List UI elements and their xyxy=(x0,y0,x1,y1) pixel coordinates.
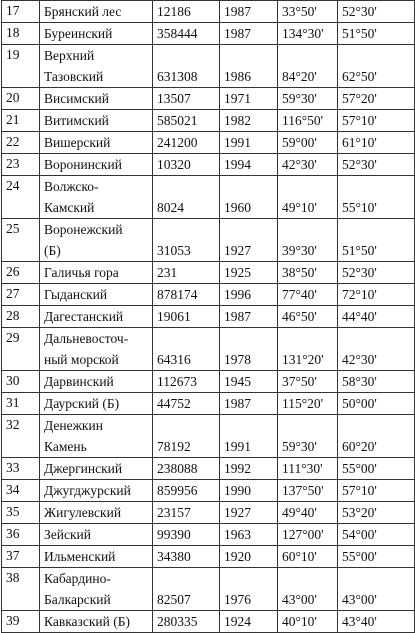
reserve-name-cell xyxy=(40,328,153,371)
longitude-cell: 77°40' xyxy=(278,284,338,306)
year-cell: 1976 xyxy=(220,568,278,611)
reserve-name-line: Верхний xyxy=(44,48,95,63)
reserve-name-cell xyxy=(40,306,153,328)
table-row xyxy=(2,371,415,393)
table-row xyxy=(2,176,415,219)
reserve-name-line: Дальневосточ- xyxy=(44,331,129,346)
latitude-cell: 57°20' xyxy=(338,88,415,110)
longitude-cell: 111°30' xyxy=(278,458,338,480)
row-number-cell: 34 xyxy=(2,480,40,502)
area-cell: 64316 xyxy=(153,328,220,371)
reserve-name-line: Гыданский xyxy=(44,287,108,302)
reserve-name-line: Даурский (Б) xyxy=(44,396,120,411)
reserve-name-cell xyxy=(40,110,153,132)
reserve-name-line: Тазовский xyxy=(44,69,104,84)
reserves-table xyxy=(1,0,415,633)
row-number-cell: 37 xyxy=(2,546,40,568)
reserve-name-line: Галичья гора xyxy=(44,265,119,280)
table-row xyxy=(2,546,415,568)
row-number-cell: 18 xyxy=(2,23,40,45)
longitude-cell: 131°20' xyxy=(278,328,338,371)
area-cell: 859956 xyxy=(153,480,220,502)
year-cell: 1987 xyxy=(220,23,278,45)
table-row xyxy=(2,393,415,415)
latitude-cell: 52°30' xyxy=(338,154,415,176)
latitude-cell: 51°50' xyxy=(338,23,415,45)
reserve-name-line: Дагестанский xyxy=(44,309,124,324)
reserve-name-cell xyxy=(40,611,153,633)
row-number-cell: 21 xyxy=(2,110,40,132)
year-cell: 1987 xyxy=(220,306,278,328)
area-cell: 238088 xyxy=(153,458,220,480)
table-row xyxy=(2,1,415,23)
year-cell: 1963 xyxy=(220,524,278,546)
table-row xyxy=(2,480,415,502)
area-cell: 112673 xyxy=(153,371,220,393)
longitude-cell: 39°30' xyxy=(278,219,338,262)
reserve-name-line: Камень xyxy=(44,439,87,454)
latitude-cell: 57°10' xyxy=(338,480,415,502)
reserve-name-line: Камский xyxy=(44,200,95,215)
reserve-name-cell xyxy=(40,480,153,502)
table-row xyxy=(2,502,415,524)
reserve-name-line: Жигулевский xyxy=(44,505,122,520)
reserve-name-cell xyxy=(40,154,153,176)
longitude-cell: 115°20' xyxy=(278,393,338,415)
longitude-cell: 59°30' xyxy=(278,88,338,110)
row-number-cell: 17 xyxy=(2,1,40,23)
row-number-cell: 26 xyxy=(2,262,40,284)
area-cell: 78192 xyxy=(153,415,220,458)
row-number-cell: 25 xyxy=(2,219,40,262)
year-cell: 1990 xyxy=(220,480,278,502)
reserve-name-cell xyxy=(40,1,153,23)
reserve-name-cell xyxy=(40,458,153,480)
reserve-name-line: Вишерский xyxy=(44,135,111,150)
area-cell: 12186 xyxy=(153,1,220,23)
latitude-cell: 55°10' xyxy=(338,176,415,219)
area-cell: 99390 xyxy=(153,524,220,546)
year-cell: 1987 xyxy=(220,393,278,415)
reserve-name-cell xyxy=(40,45,153,88)
row-number-cell: 30 xyxy=(2,371,40,393)
year-cell: 1978 xyxy=(220,328,278,371)
latitude-cell: 72°10' xyxy=(338,284,415,306)
year-cell: 1986 xyxy=(220,45,278,88)
longitude-cell: 33°50' xyxy=(278,1,338,23)
area-cell: 280335 xyxy=(153,611,220,633)
area-cell: 44752 xyxy=(153,393,220,415)
year-cell: 1982 xyxy=(220,110,278,132)
area-cell: 8024 xyxy=(153,176,220,219)
reserve-name-cell xyxy=(40,568,153,611)
year-cell: 1924 xyxy=(220,611,278,633)
table-row xyxy=(2,306,415,328)
reserve-name-line: Джергинский xyxy=(44,461,123,476)
reserve-name-cell xyxy=(40,524,153,546)
area-cell: 31053 xyxy=(153,219,220,262)
table-row xyxy=(2,23,415,45)
longitude-cell: 137°50' xyxy=(278,480,338,502)
row-number-cell: 33 xyxy=(2,458,40,480)
area-cell: 358444 xyxy=(153,23,220,45)
area-cell: 13507 xyxy=(153,88,220,110)
row-number-cell: 38 xyxy=(2,568,40,611)
row-number-cell: 23 xyxy=(2,154,40,176)
reserve-name-cell xyxy=(40,284,153,306)
reserve-name-line: Зейский xyxy=(44,527,91,542)
reserve-name-line: Балкарский xyxy=(44,592,111,607)
area-cell: 585021 xyxy=(153,110,220,132)
table-row xyxy=(2,154,415,176)
table-body xyxy=(2,1,415,633)
latitude-cell: 52°30' xyxy=(338,1,415,23)
reserve-name-line: (Б) xyxy=(44,243,61,258)
row-number-cell: 29 xyxy=(2,328,40,371)
latitude-cell: 50°00' xyxy=(338,393,415,415)
row-number-cell: 35 xyxy=(2,502,40,524)
row-number-cell: 27 xyxy=(2,284,40,306)
latitude-cell: 58°30' xyxy=(338,371,415,393)
reserve-name-line: Воронежский xyxy=(44,222,123,237)
reserve-name-line: Брянский лес xyxy=(44,4,122,19)
longitude-cell: 42°30' xyxy=(278,154,338,176)
longitude-cell: 38°50' xyxy=(278,262,338,284)
latitude-cell: 51°50' xyxy=(338,219,415,262)
reserve-name-cell xyxy=(40,502,153,524)
row-number-cell: 36 xyxy=(2,524,40,546)
table-row xyxy=(2,262,415,284)
latitude-cell: 53°20' xyxy=(338,502,415,524)
area-cell: 34380 xyxy=(153,546,220,568)
reserve-name-cell xyxy=(40,176,153,219)
area-cell: 23157 xyxy=(153,502,220,524)
longitude-cell: 116°50' xyxy=(278,110,338,132)
latitude-cell: 43°00' xyxy=(338,568,415,611)
row-number-cell: 31 xyxy=(2,393,40,415)
table-row xyxy=(2,45,415,88)
reserve-name-cell xyxy=(40,132,153,154)
reserve-name-line: Буреинский xyxy=(44,26,113,41)
year-cell: 1971 xyxy=(220,88,278,110)
reserve-name-line: Кабардино- xyxy=(44,571,111,586)
year-cell: 1927 xyxy=(220,219,278,262)
longitude-cell: 49°10' xyxy=(278,176,338,219)
year-cell: 1925 xyxy=(220,262,278,284)
year-cell: 1945 xyxy=(220,371,278,393)
reserve-name-line: Денежкин xyxy=(44,418,103,433)
table-row xyxy=(2,219,415,262)
reserve-name-line: Джугджурский xyxy=(44,483,131,498)
longitude-cell: 134°30' xyxy=(278,23,338,45)
area-cell: 631308 xyxy=(153,45,220,88)
row-number-cell: 20 xyxy=(2,88,40,110)
longitude-cell: 60°10' xyxy=(278,546,338,568)
latitude-cell: 55°00' xyxy=(338,458,415,480)
area-cell: 241200 xyxy=(153,132,220,154)
longitude-cell: 127°00' xyxy=(278,524,338,546)
reserve-name-cell xyxy=(40,393,153,415)
reserve-name-cell xyxy=(40,546,153,568)
year-cell: 1991 xyxy=(220,415,278,458)
year-cell: 1987 xyxy=(220,1,278,23)
longitude-cell: 37°50' xyxy=(278,371,338,393)
year-cell: 1960 xyxy=(220,176,278,219)
table-row xyxy=(2,328,415,371)
latitude-cell: 55°00' xyxy=(338,546,415,568)
area-cell: 19061 xyxy=(153,306,220,328)
longitude-cell: 59°00' xyxy=(278,132,338,154)
reserve-name-cell xyxy=(40,219,153,262)
table-row xyxy=(2,611,415,633)
latitude-cell: 43°40' xyxy=(338,611,415,633)
year-cell: 1991 xyxy=(220,132,278,154)
latitude-cell: 44°40' xyxy=(338,306,415,328)
latitude-cell: 61°10' xyxy=(338,132,415,154)
table-row xyxy=(2,568,415,611)
longitude-cell: 84°20' xyxy=(278,45,338,88)
area-cell: 82507 xyxy=(153,568,220,611)
row-number-cell: 32 xyxy=(2,415,40,458)
table-row xyxy=(2,110,415,132)
year-cell: 1927 xyxy=(220,502,278,524)
area-cell: 231 xyxy=(153,262,220,284)
year-cell: 1992 xyxy=(220,458,278,480)
reserve-name-line: Кавказский (Б) xyxy=(44,614,130,629)
year-cell: 1994 xyxy=(220,154,278,176)
latitude-cell: 62°50' xyxy=(338,45,415,88)
row-number-cell: 19 xyxy=(2,45,40,88)
reserve-name-cell xyxy=(40,262,153,284)
area-cell: 878174 xyxy=(153,284,220,306)
reserve-name-line: Воронинский xyxy=(44,157,122,172)
latitude-cell: 54°00' xyxy=(338,524,415,546)
longitude-cell: 46°50' xyxy=(278,306,338,328)
latitude-cell: 42°30' xyxy=(338,328,415,371)
year-cell: 1996 xyxy=(220,284,278,306)
year-cell: 1920 xyxy=(220,546,278,568)
table-row xyxy=(2,88,415,110)
longitude-cell: 49°40' xyxy=(278,502,338,524)
longitude-cell: 43°00' xyxy=(278,568,338,611)
row-number-cell: 24 xyxy=(2,176,40,219)
reserve-name-line: Дарвинский xyxy=(44,374,114,389)
reserve-name-cell xyxy=(40,371,153,393)
row-number-cell: 28 xyxy=(2,306,40,328)
table-row xyxy=(2,524,415,546)
latitude-cell: 52°30' xyxy=(338,262,415,284)
latitude-cell: 57°10' xyxy=(338,110,415,132)
longitude-cell: 59°30' xyxy=(278,415,338,458)
row-number-cell: 39 xyxy=(2,611,40,633)
reserve-name-line: Волжско- xyxy=(44,179,99,194)
reserve-name-cell xyxy=(40,415,153,458)
area-cell: 10320 xyxy=(153,154,220,176)
table-row xyxy=(2,284,415,306)
reserve-name-line: ный морской xyxy=(44,352,119,367)
row-number-cell: 22 xyxy=(2,132,40,154)
reserve-name-cell xyxy=(40,23,153,45)
reserve-name-cell xyxy=(40,88,153,110)
latitude-cell: 60°20' xyxy=(338,415,415,458)
reserve-name-line: Витимский xyxy=(44,113,109,128)
longitude-cell: 40°10' xyxy=(278,611,338,633)
table-row xyxy=(2,132,415,154)
table-row xyxy=(2,458,415,480)
table-row xyxy=(2,415,415,458)
reserve-name-line: Висимский xyxy=(44,91,109,106)
reserve-name-line: Ильменский xyxy=(44,549,116,564)
